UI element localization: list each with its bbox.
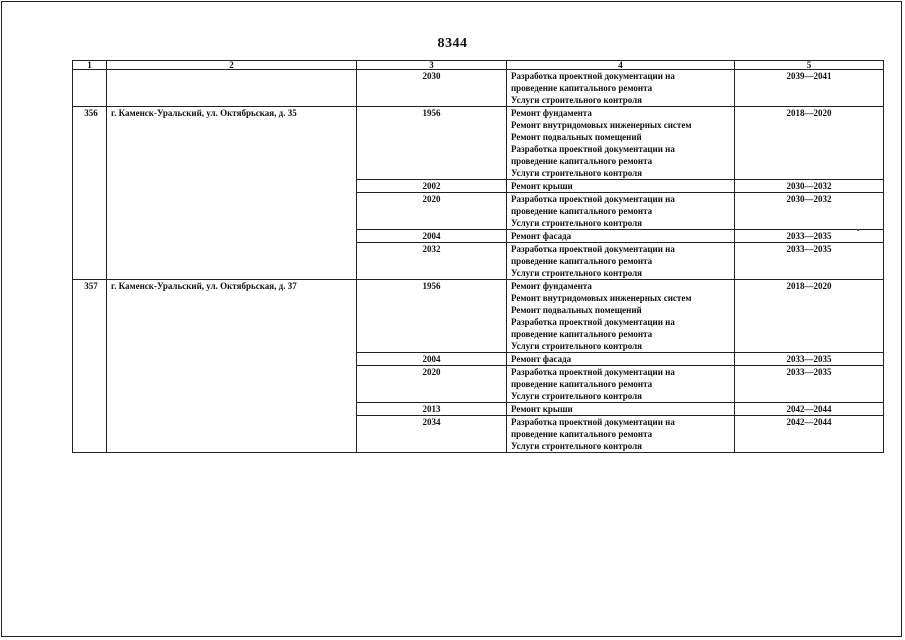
work-type-cell — [507, 353, 735, 366]
work-line: Услуги строительного контроля — [511, 168, 643, 178]
year-cell: 2013 — [357, 403, 507, 416]
work-line: Разработка проектной документации на — [511, 367, 675, 377]
year-cell: 2002 — [357, 180, 507, 193]
year-cell: 1956 — [357, 107, 507, 180]
period-cell: 2030—2032 — [735, 180, 884, 193]
table-row — [73, 280, 884, 353]
work-line: Ремонт внутридомовых инженерных систем — [511, 293, 692, 303]
building-address: г. Каменск-Уральский, ул. Октябрьская, д. 37 — [107, 280, 357, 453]
work-line: проведение капитального ремонта — [511, 329, 653, 339]
column-header: 4 — [507, 61, 735, 70]
work-line: Услуги строительного контроля — [511, 441, 643, 451]
period-cell: 2033—2035 — [735, 353, 884, 366]
building-address: г. Каменск-Уральский, ул. Октябрьская, д. 35 — [107, 107, 357, 280]
work-line: Ремонт фасада — [511, 354, 572, 364]
year-cell: 2032 — [357, 243, 507, 280]
work-type-cell — [507, 416, 735, 453]
column-header: 3 — [357, 61, 507, 70]
work-type-cell — [507, 230, 735, 243]
period-cell: 2039—2041 — [735, 70, 884, 107]
period-cell: 2030—2032 — [735, 193, 884, 230]
work-type-cell — [507, 107, 735, 180]
work-line: Услуги строительного контроля — [511, 268, 643, 278]
table-row — [73, 70, 884, 107]
period-cell: 2018—2020 — [735, 107, 884, 180]
work-line: Ремонт фундамента — [511, 281, 592, 291]
work-line: проведение капитального ремонта — [511, 83, 653, 93]
period-cell: 2042—2044 — [735, 416, 884, 453]
year-cell: 2004 — [357, 353, 507, 366]
year-cell: 1956 — [357, 280, 507, 353]
capital-repair-table — [72, 60, 884, 453]
work-type-cell — [507, 70, 735, 107]
row-number — [73, 70, 107, 107]
work-line: Ремонт подвальных помещений — [511, 305, 642, 315]
year-cell: 2034 — [357, 416, 507, 453]
work-line: Разработка проектной документации на — [511, 317, 675, 327]
table-header-row — [73, 61, 884, 70]
work-line: проведение капитального ремонта — [511, 379, 653, 389]
work-type-cell — [507, 280, 735, 353]
work-type-cell — [507, 193, 735, 230]
work-line: Услуги строительного контроля — [511, 218, 643, 228]
work-line: Разработка проектной документации на — [511, 144, 675, 154]
work-line: проведение капитального ремонта — [511, 256, 653, 266]
table-row — [73, 107, 884, 180]
period-cell: 2033—2035 — [735, 366, 884, 403]
year-cell: 2004 — [357, 230, 507, 243]
work-line: Ремонт крыши — [511, 181, 573, 191]
work-line: Разработка проектной документации на — [511, 244, 675, 254]
year-cell: 2030 — [357, 70, 507, 107]
period-cell: 2042—2044 — [735, 403, 884, 416]
work-line: проведение капитального ремонта — [511, 429, 653, 439]
work-type-cell — [507, 180, 735, 193]
work-line: Разработка проектной документации на — [511, 417, 675, 427]
work-line: Разработка проектной документации на — [511, 71, 675, 81]
column-header: 1 — [73, 61, 107, 70]
work-type-cell — [507, 403, 735, 416]
work-line: Ремонт крыши — [511, 404, 573, 414]
scan-speck — [857, 229, 859, 231]
table-body — [73, 70, 884, 453]
page-number: 8344 — [437, 36, 468, 51]
row-number: 357 — [73, 280, 107, 453]
work-type-cell — [507, 366, 735, 403]
work-line: Ремонт фасада — [511, 231, 572, 241]
year-cell: 2020 — [357, 366, 507, 403]
work-line: проведение капитального ремонта — [511, 156, 653, 166]
period-cell: 2018—2020 — [735, 280, 884, 353]
work-line: Ремонт фундамента — [511, 108, 592, 118]
year-cell: 2020 — [357, 193, 507, 230]
work-line: Услуги строительного контроля — [511, 341, 643, 351]
work-line: Разработка проектной документации на — [511, 194, 675, 204]
work-line: проведение капитального ремонта — [511, 206, 653, 216]
work-line: Ремонт подвальных помещений — [511, 132, 642, 142]
column-header: 2 — [107, 61, 357, 70]
period-cell: 2033—2035 — [735, 230, 884, 243]
work-type-cell — [507, 243, 735, 280]
row-number: 356 — [73, 107, 107, 280]
column-header: 5 — [735, 61, 884, 70]
work-line: Услуги строительного контроля — [511, 391, 643, 401]
work-line: Ремонт внутридомовых инженерных систем — [511, 120, 692, 130]
building-address — [107, 70, 357, 107]
work-line: Услуги строительного контроля — [511, 95, 643, 105]
period-cell: 2033—2035 — [735, 243, 884, 280]
